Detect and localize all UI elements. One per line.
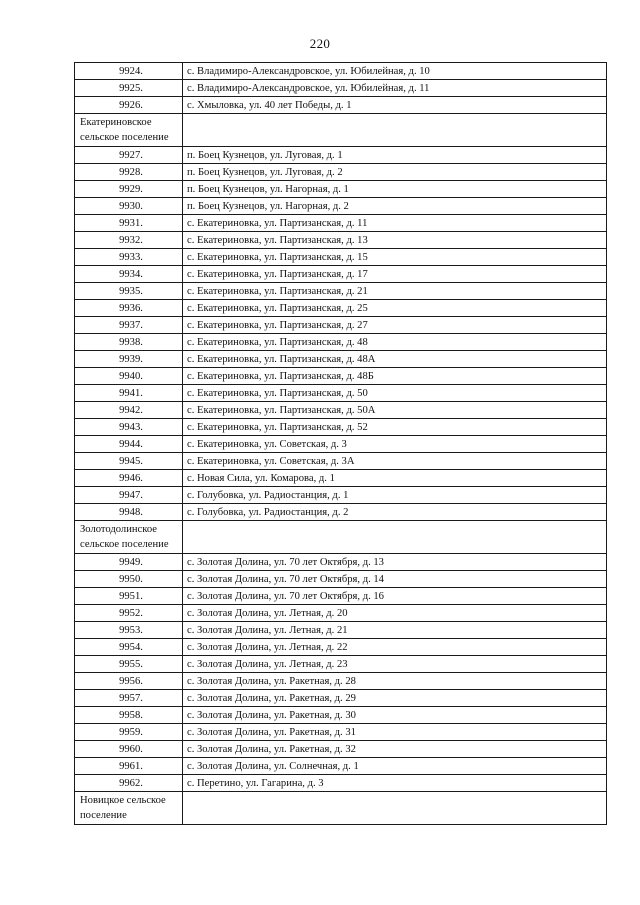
row-address: с. Золотая Долина, ул. Летная, д. 22 <box>183 639 607 656</box>
table-row <box>75 198 607 215</box>
row-number: 9929. <box>75 181 183 198</box>
row-address: с. Золотая Долина, ул. Ракетная, д. 31 <box>183 724 607 741</box>
section-title: Екатериновское сельское поселение <box>75 114 183 147</box>
section-title: Новицкое сельское поселение <box>75 792 183 825</box>
table-row <box>75 554 607 571</box>
table-row <box>75 588 607 605</box>
row-number: 9933. <box>75 249 183 266</box>
row-address: п. Боец Кузнецов, ул. Луговая, д. 2 <box>183 164 607 181</box>
row-address: с. Золотая Долина, ул. Ракетная, д. 28 <box>183 673 607 690</box>
row-number: 9946. <box>75 470 183 487</box>
table-row <box>75 215 607 232</box>
row-number: 9954. <box>75 639 183 656</box>
table-row <box>75 147 607 164</box>
table-row <box>75 436 607 453</box>
row-address: п. Боец Кузнецов, ул. Нагорная, д. 2 <box>183 198 607 215</box>
table-row <box>75 164 607 181</box>
row-address: с. Екатериновка, ул. Партизанская, д. 50А <box>183 402 607 419</box>
table-row <box>75 571 607 588</box>
table-row <box>75 453 607 470</box>
table-row <box>75 639 607 656</box>
row-address: с. Золотая Долина, ул. Летная, д. 21 <box>183 622 607 639</box>
row-address: с. Золотая Долина, ул. Летная, д. 20 <box>183 605 607 622</box>
section-row <box>75 114 607 147</box>
row-number: 9931. <box>75 215 183 232</box>
row-address: с. Екатериновка, ул. Партизанская, д. 17 <box>183 266 607 283</box>
page-number: 220 <box>309 36 331 51</box>
table-row <box>75 181 607 198</box>
row-number: 9925. <box>75 80 183 97</box>
row-address: с. Екатериновка, ул. Партизанская, д. 11 <box>183 215 607 232</box>
row-number: 9957. <box>75 690 183 707</box>
table-row <box>75 741 607 758</box>
row-address: с. Золотая Долина, ул. Ракетная, д. 29 <box>183 690 607 707</box>
row-number: 9943. <box>75 419 183 436</box>
row-number: 9928. <box>75 164 183 181</box>
row-number: 9948. <box>75 504 183 521</box>
table-row <box>75 334 607 351</box>
table-row <box>75 775 607 792</box>
row-number: 9950. <box>75 571 183 588</box>
table-row <box>75 487 607 504</box>
row-address: с. Перетино, ул. Гагарина, д. 3 <box>183 775 607 792</box>
row-number: 9953. <box>75 622 183 639</box>
table-row <box>75 758 607 775</box>
section-empty-cell <box>183 521 607 554</box>
row-number: 9934. <box>75 266 183 283</box>
row-address: с. Хмыловка, ул. 40 лет Победы, д. 1 <box>183 97 607 114</box>
row-address: с. Екатериновка, ул. Партизанская, д. 13 <box>183 232 607 249</box>
row-number: 9947. <box>75 487 183 504</box>
row-number: 9937. <box>75 317 183 334</box>
table-row <box>75 317 607 334</box>
table-row <box>75 266 607 283</box>
table-row <box>75 351 607 368</box>
table-row <box>75 283 607 300</box>
row-address: с. Золотая Долина, ул. 70 лет Октября, д. 13 <box>183 554 607 571</box>
row-address: с. Екатериновка, ул. Партизанская, д. 21 <box>183 283 607 300</box>
row-address: с. Золотая Долина, ул. Летная, д. 23 <box>183 656 607 673</box>
table-row <box>75 504 607 521</box>
section-row <box>75 521 607 554</box>
row-number: 9939. <box>75 351 183 368</box>
section-row <box>75 792 607 825</box>
row-number: 9944. <box>75 436 183 453</box>
row-address: п. Боец Кузнецов, ул. Нагорная, д. 1 <box>183 181 607 198</box>
row-number: 9940. <box>75 368 183 385</box>
row-address: с. Екатериновка, ул. Партизанская, д. 27 <box>183 317 607 334</box>
row-number: 9959. <box>75 724 183 741</box>
table-row <box>75 622 607 639</box>
row-number: 9949. <box>75 554 183 571</box>
row-address: с. Екатериновка, ул. Партизанская, д. 48Б <box>183 368 607 385</box>
row-number: 9942. <box>75 402 183 419</box>
table-row <box>75 707 607 724</box>
row-address: с. Екатериновка, ул. Партизанская, д. 50 <box>183 385 607 402</box>
row-address: с. Екатериновка, ул. Партизанская, д. 15 <box>183 249 607 266</box>
table-row <box>75 300 607 317</box>
row-number: 9935. <box>75 283 183 300</box>
row-number: 9938. <box>75 334 183 351</box>
table-row <box>75 385 607 402</box>
section-title: Золотодолинское сельское поселение <box>75 521 183 554</box>
row-address: с. Владимиро-Александровское, ул. Юбилейная, д. 11 <box>183 80 607 97</box>
row-address: с. Голубовка, ул. Радиостанция, д. 2 <box>183 504 607 521</box>
row-number: 9930. <box>75 198 183 215</box>
row-address: с. Владимиро-Александровское, ул. Юбилейная, д. 10 <box>183 63 607 80</box>
row-number: 9936. <box>75 300 183 317</box>
table-row <box>75 673 607 690</box>
row-number: 9951. <box>75 588 183 605</box>
row-number: 9924. <box>75 63 183 80</box>
address-table-body <box>75 63 607 825</box>
row-address: с. Екатериновка, ул. Партизанская, д. 48А <box>183 351 607 368</box>
address-table <box>74 62 607 825</box>
table-row <box>75 368 607 385</box>
row-number: 9955. <box>75 656 183 673</box>
row-address: с. Екатериновка, ул. Партизанская, д. 25 <box>183 300 607 317</box>
table-row <box>75 690 607 707</box>
table-row <box>75 63 607 80</box>
row-address: с. Екатериновка, ул. Советская, д. 3А <box>183 453 607 470</box>
table-row <box>75 232 607 249</box>
row-address: п. Боец Кузнецов, ул. Луговая, д. 1 <box>183 147 607 164</box>
row-address: с. Новая Сила, ул. Комарова, д. 1 <box>183 470 607 487</box>
row-number: 9956. <box>75 673 183 690</box>
section-empty-cell <box>183 114 607 147</box>
row-number: 9961. <box>75 758 183 775</box>
table-row <box>75 605 607 622</box>
row-address: с. Золотая Долина, ул. Солнечная, д. 1 <box>183 758 607 775</box>
row-address: с. Голубовка, ул. Радиостанция, д. 1 <box>183 487 607 504</box>
row-number: 9958. <box>75 707 183 724</box>
row-address: с. Екатериновка, ул. Партизанская, д. 48 <box>183 334 607 351</box>
row-address: с. Золотая Долина, ул. 70 лет Октября, д. 16 <box>183 588 607 605</box>
row-number: 9927. <box>75 147 183 164</box>
table-row <box>75 419 607 436</box>
table-row <box>75 470 607 487</box>
row-number: 9926. <box>75 97 183 114</box>
row-number: 9945. <box>75 453 183 470</box>
table-row <box>75 402 607 419</box>
table-row <box>75 724 607 741</box>
table-row <box>75 656 607 673</box>
row-number: 9941. <box>75 385 183 402</box>
row-address: с. Золотая Долина, ул. 70 лет Октября, д. 14 <box>183 571 607 588</box>
row-address: с. Екатериновка, ул. Советская, д. 3 <box>183 436 607 453</box>
row-number: 9932. <box>75 232 183 249</box>
row-address: с. Екатериновка, ул. Партизанская, д. 52 <box>183 419 607 436</box>
table-row <box>75 97 607 114</box>
row-address: с. Золотая Долина, ул. Ракетная, д. 30 <box>183 707 607 724</box>
row-number: 9952. <box>75 605 183 622</box>
section-empty-cell <box>183 792 607 825</box>
row-number: 9960. <box>75 741 183 758</box>
row-number: 9962. <box>75 775 183 792</box>
row-address: с. Золотая Долина, ул. Ракетная, д. 32 <box>183 741 607 758</box>
table-row <box>75 249 607 266</box>
table-row <box>75 80 607 97</box>
